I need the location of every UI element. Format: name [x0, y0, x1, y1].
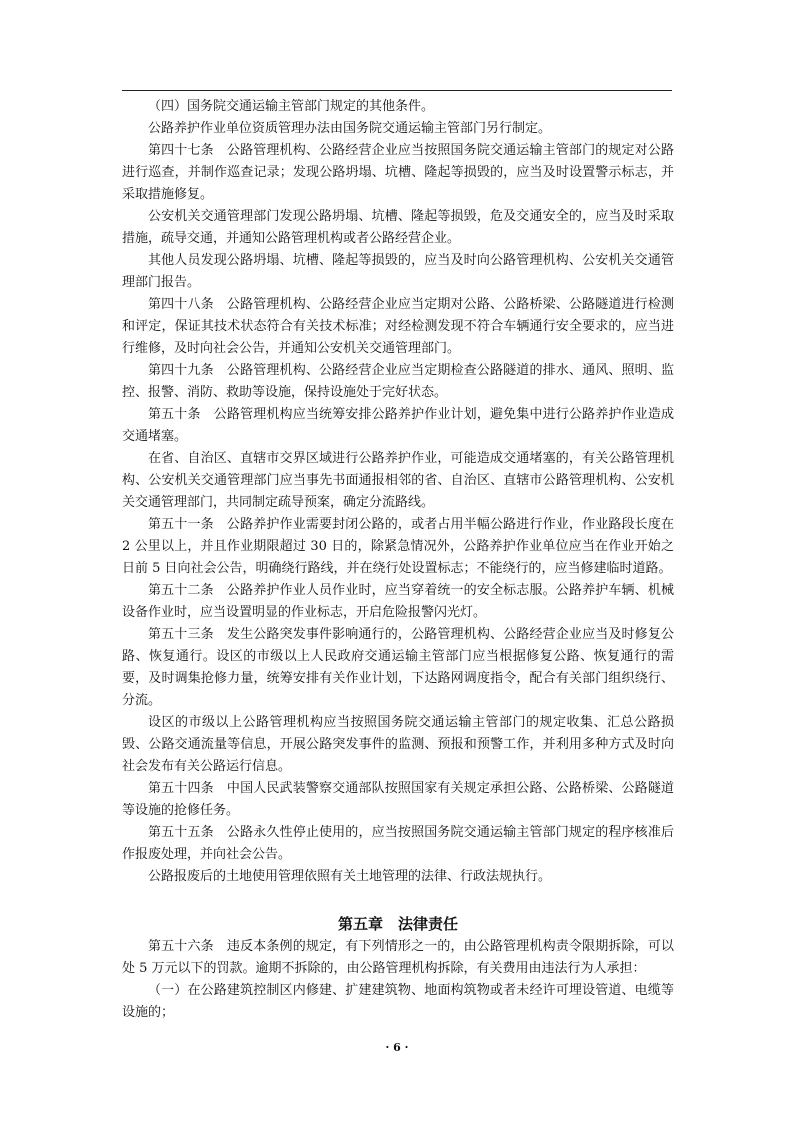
paragraph: （一）在公路建筑控制区内修建、扩建建筑物、地面构筑物或者未经许可埋设管道、电缆等设施的； [122, 983, 674, 1020]
article-55: 第五十五条 公路永久性停止使用的，应当按照国务院交通运输主管部门规定的程序核准后作报废处理，并向社会公告。 [122, 825, 674, 862]
chapter-heading: 第五章 法律责任 [337, 915, 458, 933]
page-number: · 6 · [385, 1041, 409, 1054]
paragraph: 设区的市级以上公路管理机构应当按照国务院交通运输主管部门的规定收集、汇总公路损毁、公路交通流量等信息，开展公路突发事件的监测、预报和预警工作，并利用多种方式及时向社会发布有关公路运行信息。 [122, 715, 674, 774]
article-51: 第五十一条 公路养护作业需要封闭公路的，或者占用半幅公路进行作业，作业路段长度在 2 公里以上，并且作业期限超过 30 日的，除紧急情况外，公路养护作业单位应当在作业开始之日前 5 日向社会公告，明确绕行路线，并在绕行处设置标志；不能绕行的，应当修建临时道路。 [122, 517, 674, 576]
article-54: 第五十四条 中国人民武装警察交通部队按照国家有关规定承担公路、公路桥梁、公路隧道等设施的抢修任务。 [122, 781, 674, 818]
paragraph: 公安机关交通管理部门发现公路坍塌、坑槽、隆起等损毁，危及交通安全的，应当及时采取措施，疏导交通，并通知公路管理机构或者公路经营企业。 [122, 209, 674, 246]
document-body [122, 96, 674, 1024]
article-47: 第四十七条 公路管理机构、公路经营企业应当按照国务院交通运输主管部门的规定对公路进行巡查，并制作巡查记录；发现公路坍塌、坑槽、隆起等损毁的，应当及时设置警示标志，并采取措施修复。 [122, 143, 674, 202]
paragraph: 公路养护作业单位资质管理办法由国务院交通运输主管部门另行制定。 [148, 121, 552, 136]
article-49: 第四十九条 公路管理机构、公路经营企业应当定期检查公路隧道的排水、通风、照明、监控、报警、消防、救助等设施，保持设施处于完好状态。 [122, 363, 674, 400]
article-48: 第四十八条 公路管理机构、公路经营企业应当定期对公路、公路桥梁、公路隧道进行检测和评定，保证其技术状态符合有关技术标准；对经检测发现不符合车辆通行安全要求的，应当进行维修，及时向社会公告，并通知公安机关交通管理部门。 [122, 297, 674, 356]
article-56: 第五十六条 违反本条例的规定，有下列情形之一的，由公路管理机构责令限期拆除，可以处 5 万元以下的罚款。逾期不拆除的，由公路管理机构拆除，有关费用由违法行为人承担： [122, 939, 674, 976]
article-50: 第五十条 公路管理机构应当统筹安排公路养护作业计划，避免集中进行公路养护作业造成交通堵塞。 [122, 407, 674, 444]
header-rule [122, 90, 672, 91]
paragraph: 在省、自治区、直辖市交界区域进行公路养护作业，可能造成交通堵塞的，有关公路管理机构、公安机关交通管理部门应当事先书面通报相邻的省、自治区、直辖市公路管理机构、公安机关交通管理部门，共同制定疏导预案，确定分流路线。 [122, 451, 674, 510]
paragraph: 其他人员发现公路坍塌、坑槽、隆起等损毁的，应当及时向公路管理机构、公安机关交通管理部门报告。 [122, 253, 674, 290]
paragraph: （四）国务院交通运输主管部门规定的其他条件。 [148, 99, 435, 114]
article-52: 第五十二条 公路养护作业人员作业时，应当穿着统一的安全标志服。公路养护车辆、机械设备作业时，应当设置明显的作业标志，开启危险报警闪光灯。 [122, 583, 674, 620]
paragraph: 公路报废后的土地使用管理依照有关土地管理的法律、行政法规执行。 [148, 869, 552, 884]
article-53: 第五十三条 发生公路突发事件影响通行的，公路管理机构、公路经营企业应当及时修复公路、恢复通行。设区的市级以上人民政府交通运输主管部门应当根据修复公路、恢复通行的需要，及时调集抢修力量，统筹安排有关作业计划，下达路网调度指令，配合有关部门组织绕行、分流。 [122, 627, 674, 708]
